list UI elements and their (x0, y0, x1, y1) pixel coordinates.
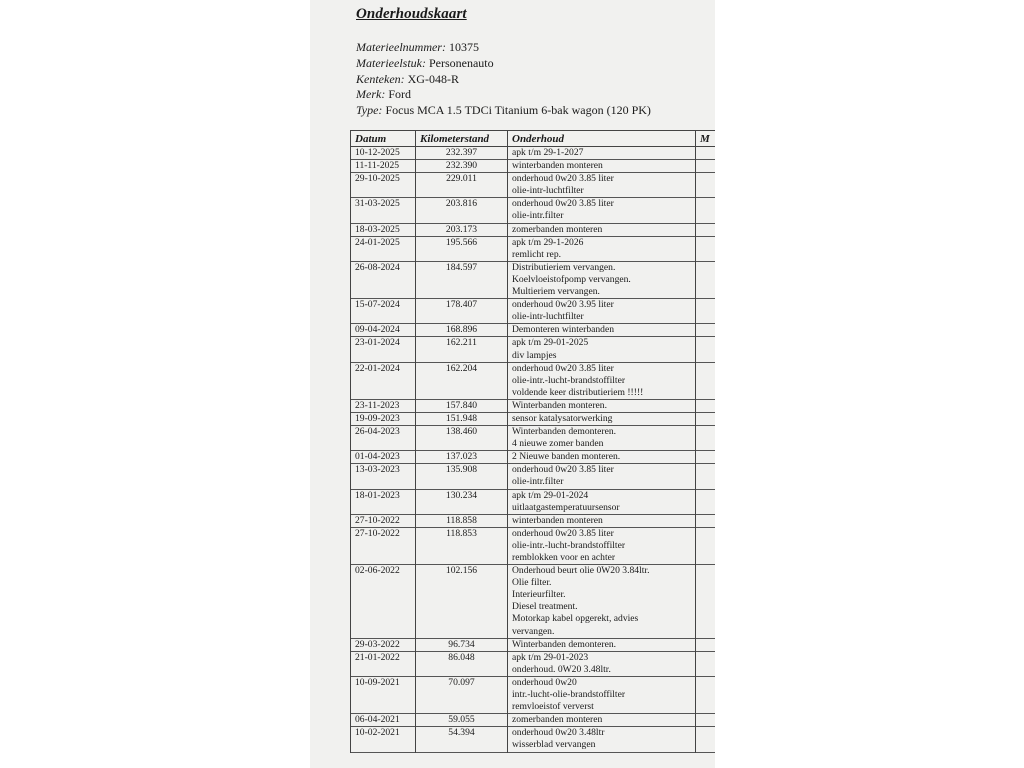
table-row (351, 714, 716, 727)
cell-datum: 23-11-2023 (351, 399, 416, 412)
vehicle-details (356, 40, 651, 119)
table-row (351, 464, 716, 489)
cell-kilometerstand: 195.566 (416, 236, 508, 261)
onderhoud-line: apk t/m 29-1-2027 (512, 147, 584, 158)
table-row (351, 362, 716, 399)
cell-datum: 26-04-2023 (351, 426, 416, 451)
cell-kilometerstand: 59.055 (416, 714, 508, 727)
cell-datum: 29-03-2022 (351, 638, 416, 651)
table-row (351, 527, 716, 564)
vehicle-detail-line (356, 103, 651, 119)
cell-onderhoud (508, 676, 696, 713)
table-row (351, 451, 716, 464)
onderhoud-line: apk t/m 29-01-2025 (512, 337, 589, 349)
cell-onderhoud (508, 514, 696, 527)
onderhoud-line: Distributieriem vervangen. (512, 261, 616, 273)
table-row (351, 261, 716, 298)
onderhoud-line: olie-intr.-lucht-brandstoffilter (512, 539, 626, 551)
cell-kilometerstand: 232.390 (416, 160, 508, 173)
onderhoud-line: onderhoud 0w20 3.48ltr (512, 727, 605, 739)
cell-extra (696, 426, 716, 451)
table-row (351, 198, 716, 223)
onderhoud-line: olie-intr-luchtfilter (512, 185, 584, 197)
cell-extra (696, 198, 716, 223)
cell-datum: 29-10-2025 (351, 173, 416, 198)
cell-extra (696, 527, 716, 564)
maintenance-card-sheet (310, 0, 715, 768)
cell-extra (696, 489, 716, 514)
cell-extra (696, 399, 716, 412)
table-row (351, 412, 716, 425)
onderhoud-line: 2 Nieuwe banden monteren. (512, 451, 621, 463)
table-row (351, 676, 716, 713)
onderhoud-line: onderhoud. 0W20 3.48ltr. (512, 663, 611, 675)
cell-extra (696, 160, 716, 173)
onderhoud-line: apk t/m 29-1-2026 (512, 236, 584, 248)
cell-extra (696, 727, 716, 752)
onderhoud-line: olie-intr.-lucht-brandstoffilter (512, 374, 626, 386)
cell-onderhoud (508, 714, 696, 727)
onderhoud-line: sensor katalysatorwerking (512, 412, 613, 424)
cell-kilometerstand: 96.734 (416, 638, 508, 651)
vehicle-detail-value: Personenauto (428, 55, 494, 70)
cell-onderhoud (508, 160, 696, 173)
onderhoud-line: uitlaatgastemperatuursensor (512, 501, 620, 513)
onderhoud-line: apk t/m 29-01-2024 (512, 489, 589, 501)
cell-extra (696, 223, 716, 236)
cell-onderhoud (508, 173, 696, 198)
table-row (351, 489, 716, 514)
onderhoud-line: voldende keer distributieriem !!!!! (512, 386, 644, 398)
cell-extra (696, 261, 716, 298)
onderhoud-line: Interieurfilter. (512, 589, 566, 601)
onderhoud-line: Winterbanden demonteren. (512, 638, 617, 650)
cell-kilometerstand: 162.211 (416, 337, 508, 362)
cell-onderhoud (508, 489, 696, 514)
vehicle-detail-label: Type: (356, 103, 383, 118)
onderhoud-line: 4 nieuwe zomer banden (512, 438, 604, 450)
table-row (351, 727, 716, 752)
onderhoud-line: Diesel treatment. (512, 601, 578, 613)
cell-datum: 10-12-2025 (351, 147, 416, 160)
onderhoud-line: onderhoud 0w20 3.85 liter (512, 173, 614, 185)
table-row (351, 223, 716, 236)
vehicle-detail-line (356, 72, 651, 88)
onderhoud-line: Winterbanden monteren. (512, 399, 607, 411)
onderhoud-line: Motorkap kabel opgerekt, advies (512, 613, 639, 625)
cell-datum: 21-01-2022 (351, 651, 416, 676)
table-row (351, 638, 716, 651)
cell-kilometerstand: 130.234 (416, 489, 508, 514)
onderhoud-line: Multieriem vervangen. (512, 286, 600, 298)
cell-datum: 09-04-2024 (351, 324, 416, 337)
cell-kilometerstand: 137.023 (416, 451, 508, 464)
cell-datum: 24-01-2025 (351, 236, 416, 261)
onderhoud-line: olie-intr.filter (512, 476, 564, 488)
onderhoud-line: olie-intr-luchtfilter (512, 311, 584, 323)
onderhoud-line: apk t/m 29-01-2023 (512, 651, 589, 663)
maintenance-table (350, 130, 715, 753)
vehicle-detail-line (356, 87, 651, 103)
onderhoud-line: onderhoud 0w20 3.85 liter (512, 198, 614, 210)
cell-onderhoud (508, 337, 696, 362)
onderhoud-line: Winterbanden demonteren. (512, 426, 617, 438)
onderhoud-line: intr.-lucht-olie-brandstoffilter (512, 689, 626, 701)
cell-extra (696, 514, 716, 527)
onderhoud-line: onderhoud 0w20 3.85 liter (512, 464, 614, 476)
cell-datum: 06-04-2021 (351, 714, 416, 727)
table-row (351, 337, 716, 362)
table-row (351, 324, 716, 337)
cell-kilometerstand: 168.896 (416, 324, 508, 337)
vehicle-detail-value: XG-048-R (407, 71, 459, 86)
vehicle-detail-value: Ford (388, 87, 411, 102)
onderhoud-line: remlicht rep. (512, 248, 562, 260)
table-row (351, 160, 716, 173)
cell-extra (696, 173, 716, 198)
onderhoud-line: olie-intr.filter (512, 210, 564, 222)
cell-datum: 02-06-2022 (351, 565, 416, 639)
cell-kilometerstand: 162.204 (416, 362, 508, 399)
cell-extra (696, 638, 716, 651)
onderhoud-line: Olie filter. (512, 577, 552, 589)
cell-kilometerstand: 138.460 (416, 426, 508, 451)
table-row (351, 426, 716, 451)
cell-extra (696, 412, 716, 425)
column-header-datum: Datum (351, 131, 416, 147)
cell-datum: 11-11-2025 (351, 160, 416, 173)
onderhoud-line: winterbanden monteren (512, 514, 603, 526)
vehicle-detail-value: Focus MCA 1.5 TDCi Titanium 6-bak wagon (120 PK) (385, 103, 651, 118)
cell-datum: 18-01-2023 (351, 489, 416, 514)
onderhoud-line: remblokken voor en achter (512, 552, 616, 563)
onderhoud-line: onderhoud 0w20 3.95 liter (512, 299, 614, 311)
cell-extra (696, 651, 716, 676)
cell-onderhoud (508, 565, 696, 639)
cell-kilometerstand: 203.173 (416, 223, 508, 236)
cell-extra (696, 362, 716, 399)
vehicle-detail-line (356, 40, 651, 56)
cell-onderhoud (508, 198, 696, 223)
cell-extra (696, 337, 716, 362)
cell-datum: 10-09-2021 (351, 676, 416, 713)
onderhoud-line: onderhoud 0w20 3.85 liter (512, 527, 614, 539)
column-header-onderhoud: Onderhoud (508, 131, 696, 147)
cell-onderhoud (508, 638, 696, 651)
table-row (351, 651, 716, 676)
page-title: Onderhoudskaart (356, 6, 467, 22)
cell-onderhoud (508, 261, 696, 298)
cell-extra (696, 565, 716, 639)
onderhoud-line: zomerbanden monteren (512, 714, 603, 726)
cell-kilometerstand: 118.853 (416, 527, 508, 564)
table-row (351, 565, 716, 639)
cell-datum: 22-01-2024 (351, 362, 416, 399)
onderhoud-line: winterbanden monteren (512, 160, 603, 172)
table-row (351, 514, 716, 527)
table-header-row (351, 131, 716, 147)
cell-extra (696, 714, 716, 727)
onderhoud-line: zomerbanden monteren (512, 223, 603, 235)
cell-kilometerstand: 229.011 (416, 173, 508, 198)
cell-onderhoud (508, 147, 696, 160)
cell-datum: 19-09-2023 (351, 412, 416, 425)
cell-extra (696, 299, 716, 324)
cell-kilometerstand: 232.397 (416, 147, 508, 160)
cell-datum: 15-07-2024 (351, 299, 416, 324)
cell-kilometerstand: 54.394 (416, 727, 508, 752)
cell-datum: 31-03-2025 (351, 198, 416, 223)
cell-datum: 10-02-2021 (351, 727, 416, 752)
table-row (351, 399, 716, 412)
cell-extra (696, 147, 716, 160)
column-header-kilometerstand: Kilometerstand (416, 131, 508, 147)
cell-datum: 27-10-2022 (351, 514, 416, 527)
vehicle-detail-label: Kenteken: (356, 71, 405, 86)
vehicle-detail-value: 10375 (448, 40, 479, 54)
onderhoud-line: Demonteren winterbanden (512, 324, 615, 336)
vehicle-detail-label: Merk: (356, 87, 386, 102)
cell-onderhoud (508, 399, 696, 412)
onderhoud-line: onderhoud 0w20 3.85 liter (512, 362, 614, 374)
onderhoud-line: vervangen. (512, 625, 555, 637)
cell-onderhoud (508, 223, 696, 236)
onderhoud-line: remvloeistof ververst (512, 701, 594, 713)
onderhoud-line: wisserblad vervangen (512, 739, 596, 751)
table-row (351, 236, 716, 261)
table-row (351, 299, 716, 324)
column-header-extra: M (696, 131, 716, 147)
cell-kilometerstand: 157.840 (416, 399, 508, 412)
cell-kilometerstand: 102.156 (416, 565, 508, 639)
cell-datum: 23-01-2024 (351, 337, 416, 362)
cell-kilometerstand: 135.908 (416, 464, 508, 489)
cell-onderhoud (508, 727, 696, 752)
cell-kilometerstand: 178.407 (416, 299, 508, 324)
cell-extra (696, 324, 716, 337)
cell-extra (696, 236, 716, 261)
cell-kilometerstand: 70.097 (416, 676, 508, 713)
cell-kilometerstand: 151.948 (416, 412, 508, 425)
cell-onderhoud (508, 324, 696, 337)
table-body (351, 147, 716, 753)
vehicle-detail-line (356, 56, 651, 72)
vehicle-detail-label: Materieelstuk: (356, 55, 426, 70)
cell-onderhoud (508, 451, 696, 464)
cell-onderhoud (508, 527, 696, 564)
onderhoud-line: Koelvloeistofpomp vervangen. (512, 273, 631, 285)
cell-extra (696, 676, 716, 713)
cell-onderhoud (508, 412, 696, 425)
cell-kilometerstand: 118.858 (416, 514, 508, 527)
cell-extra (696, 464, 716, 489)
cell-onderhoud (508, 299, 696, 324)
cell-extra (696, 451, 716, 464)
cell-kilometerstand: 86.048 (416, 651, 508, 676)
cell-onderhoud (508, 236, 696, 261)
onderhoud-line: div lampjes (512, 349, 557, 361)
cell-onderhoud (508, 464, 696, 489)
cell-datum: 13-03-2023 (351, 464, 416, 489)
onderhoud-line: onderhoud 0w20 (512, 676, 577, 688)
cell-datum: 27-10-2022 (351, 527, 416, 564)
table-row (351, 173, 716, 198)
cell-onderhoud (508, 426, 696, 451)
cell-kilometerstand: 203.816 (416, 198, 508, 223)
cell-datum: 26-08-2024 (351, 261, 416, 298)
cell-kilometerstand: 184.597 (416, 261, 508, 298)
cell-datum: 01-04-2023 (351, 451, 416, 464)
cell-onderhoud (508, 362, 696, 399)
vehicle-detail-label: Materieelnummer: (356, 40, 446, 54)
cell-onderhoud (508, 651, 696, 676)
cell-datum: 18-03-2025 (351, 223, 416, 236)
table-row (351, 147, 716, 160)
onderhoud-line: Onderhoud beurt olie 0W20 3.84ltr. (512, 565, 650, 577)
